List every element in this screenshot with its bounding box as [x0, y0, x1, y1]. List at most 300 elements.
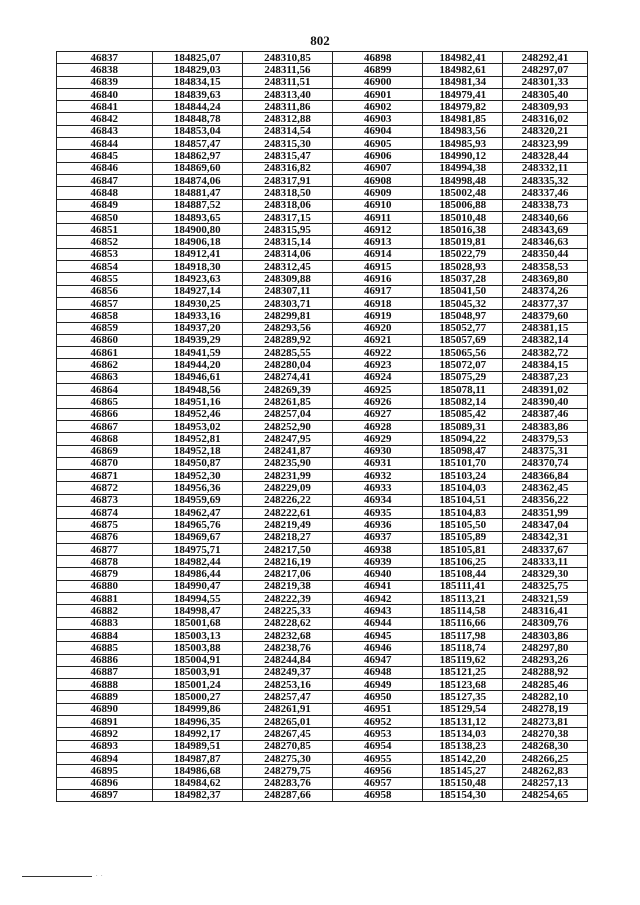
y-coordinate-right-cell: 248387,23 [503, 371, 588, 383]
y-coordinate-right-cell: 248305,40 [503, 88, 588, 100]
x-coordinate-left-cell: 184874,06 [152, 174, 242, 186]
point-number-right-cell: 46949 [333, 679, 423, 691]
table-row [57, 150, 588, 162]
y-coordinate-right-cell: 248381,15 [503, 322, 588, 334]
x-coordinate-right-cell: 185016,38 [423, 224, 503, 236]
point-number-right-cell: 46942 [333, 593, 423, 605]
y-coordinate-right-cell: 248377,37 [503, 297, 588, 309]
y-coordinate-left-cell: 248257,47 [242, 691, 332, 703]
point-number-right-cell: 46920 [333, 322, 423, 334]
point-number-left-cell: 46883 [57, 617, 153, 629]
point-number-right-cell: 46945 [333, 629, 423, 641]
y-coordinate-left-cell: 248307,11 [242, 285, 332, 297]
table-row [57, 138, 588, 150]
y-coordinate-left-cell: 248315,30 [242, 138, 332, 150]
y-coordinate-left-cell: 248283,76 [242, 777, 332, 789]
y-coordinate-left-cell: 248316,82 [242, 162, 332, 174]
y-coordinate-right-cell: 248301,33 [503, 76, 588, 88]
x-coordinate-left-cell: 184869,60 [152, 162, 242, 174]
table-row [57, 617, 588, 629]
y-coordinate-right-cell: 248321,59 [503, 593, 588, 605]
point-number-left-cell: 46877 [57, 543, 153, 555]
x-coordinate-right-cell: 185072,07 [423, 359, 503, 371]
table-row [57, 113, 588, 125]
point-number-left-cell: 46839 [57, 76, 153, 88]
x-coordinate-left-cell: 184862,97 [152, 150, 242, 162]
table-row [57, 543, 588, 555]
coordinate-table [56, 51, 588, 802]
table-row [57, 580, 588, 592]
table-row [57, 297, 588, 309]
y-coordinate-left-cell: 248217,50 [242, 543, 332, 555]
y-coordinate-left-cell: 248315,47 [242, 150, 332, 162]
table-row [57, 777, 588, 789]
y-coordinate-left-cell: 248249,37 [242, 666, 332, 678]
point-number-right-cell: 46932 [333, 470, 423, 482]
point-number-left-cell: 46893 [57, 740, 153, 752]
x-coordinate-right-cell: 185104,03 [423, 482, 503, 494]
point-number-right-cell: 46909 [333, 187, 423, 199]
x-coordinate-left-cell: 184986,44 [152, 568, 242, 580]
y-coordinate-left-cell: 248274,41 [242, 371, 332, 383]
x-coordinate-left-cell: 184844,24 [152, 101, 242, 113]
x-coordinate-left-cell: 184984,62 [152, 777, 242, 789]
y-coordinate-right-cell: 248266,25 [503, 752, 588, 764]
x-coordinate-left-cell: 184948,56 [152, 384, 242, 396]
y-coordinate-left-cell: 248217,06 [242, 568, 332, 580]
y-coordinate-right-cell: 248343,69 [503, 224, 588, 236]
x-coordinate-left-cell: 184987,87 [152, 752, 242, 764]
point-number-left-cell: 46866 [57, 408, 153, 420]
y-coordinate-left-cell: 248247,95 [242, 433, 332, 445]
y-coordinate-right-cell: 248369,80 [503, 273, 588, 285]
y-coordinate-left-cell: 248226,22 [242, 494, 332, 506]
x-coordinate-left-cell: 185000,27 [152, 691, 242, 703]
y-coordinate-left-cell: 248218,27 [242, 531, 332, 543]
x-coordinate-left-cell: 184946,61 [152, 371, 242, 383]
y-coordinate-right-cell: 248254,65 [503, 789, 588, 801]
x-coordinate-right-cell: 185094,22 [423, 433, 503, 445]
point-number-right-cell: 46951 [333, 703, 423, 715]
point-number-left-cell: 46849 [57, 199, 153, 211]
x-coordinate-right-cell: 185123,68 [423, 679, 503, 691]
x-coordinate-left-cell: 185001,68 [152, 617, 242, 629]
y-coordinate-left-cell: 248318,06 [242, 199, 332, 211]
table-row [57, 740, 588, 752]
y-coordinate-left-cell: 248312,88 [242, 113, 332, 125]
point-number-right-cell: 46934 [333, 494, 423, 506]
y-coordinate-right-cell: 248382,14 [503, 334, 588, 346]
x-coordinate-left-cell: 184923,63 [152, 273, 242, 285]
point-number-right-cell: 46904 [333, 125, 423, 137]
x-coordinate-right-cell: 185098,47 [423, 445, 503, 457]
point-number-left-cell: 46865 [57, 396, 153, 408]
y-coordinate-left-cell: 248235,90 [242, 457, 332, 469]
table-row [57, 654, 588, 666]
x-coordinate-right-cell: 185002,48 [423, 187, 503, 199]
y-coordinate-right-cell: 248387,46 [503, 408, 588, 420]
x-coordinate-left-cell: 184937,20 [152, 322, 242, 334]
x-coordinate-left-cell: 184999,86 [152, 703, 242, 715]
x-coordinate-left-cell: 184941,59 [152, 347, 242, 359]
table-row [57, 310, 588, 322]
point-number-right-cell: 46914 [333, 248, 423, 260]
y-coordinate-right-cell: 248358,53 [503, 261, 588, 273]
x-coordinate-right-cell: 185119,62 [423, 654, 503, 666]
y-coordinate-right-cell: 248383,86 [503, 420, 588, 432]
point-number-left-cell: 46870 [57, 457, 153, 469]
table-row [57, 334, 588, 346]
y-coordinate-left-cell: 248287,66 [242, 789, 332, 801]
y-coordinate-right-cell: 248337,67 [503, 543, 588, 555]
y-coordinate-right-cell: 248351,99 [503, 506, 588, 518]
y-coordinate-left-cell: 248317,15 [242, 211, 332, 223]
x-coordinate-right-cell: 185121,25 [423, 666, 503, 678]
x-coordinate-left-cell: 184989,51 [152, 740, 242, 752]
point-number-left-cell: 46840 [57, 88, 153, 100]
page-number: 802 [310, 33, 330, 48]
x-coordinate-right-cell: 185150,48 [423, 777, 503, 789]
x-coordinate-right-cell: 185045,32 [423, 297, 503, 309]
y-coordinate-right-cell: 248379,53 [503, 433, 588, 445]
x-coordinate-left-cell: 184918,30 [152, 261, 242, 273]
x-coordinate-left-cell: 185003,13 [152, 629, 242, 641]
y-coordinate-right-cell: 248323,99 [503, 138, 588, 150]
point-number-right-cell: 46948 [333, 666, 423, 678]
point-number-left-cell: 46872 [57, 482, 153, 494]
table-row [57, 691, 588, 703]
y-coordinate-right-cell: 248347,04 [503, 519, 588, 531]
x-coordinate-left-cell: 184969,67 [152, 531, 242, 543]
point-number-right-cell: 46910 [333, 199, 423, 211]
point-number-right-cell: 46936 [333, 519, 423, 531]
y-coordinate-left-cell: 248229,09 [242, 482, 332, 494]
y-coordinate-right-cell: 248370,74 [503, 457, 588, 469]
point-number-left-cell: 46867 [57, 420, 153, 432]
x-coordinate-right-cell: 185105,89 [423, 531, 503, 543]
point-number-left-cell: 46852 [57, 236, 153, 248]
point-number-left-cell: 46879 [57, 568, 153, 580]
x-coordinate-right-cell: 185078,11 [423, 384, 503, 396]
point-number-left-cell: 46873 [57, 494, 153, 506]
x-coordinate-right-cell: 185101,70 [423, 457, 503, 469]
x-coordinate-left-cell: 184962,47 [152, 506, 242, 518]
y-coordinate-right-cell: 248282,10 [503, 691, 588, 703]
point-number-left-cell: 46886 [57, 654, 153, 666]
point-number-right-cell: 46908 [333, 174, 423, 186]
y-coordinate-right-cell: 248391,02 [503, 384, 588, 396]
x-coordinate-right-cell: 185104,83 [423, 506, 503, 518]
table-row [57, 359, 588, 371]
y-coordinate-right-cell: 248338,73 [503, 199, 588, 211]
x-coordinate-left-cell: 184951,16 [152, 396, 242, 408]
x-coordinate-right-cell: 185105,50 [423, 519, 503, 531]
point-number-left-cell: 46863 [57, 371, 153, 383]
point-number-right-cell: 46905 [333, 138, 423, 150]
table-row [57, 125, 588, 137]
x-coordinate-right-cell: 184979,41 [423, 88, 503, 100]
y-coordinate-left-cell: 248312,45 [242, 261, 332, 273]
table-row [57, 642, 588, 654]
x-coordinate-left-cell: 184952,46 [152, 408, 242, 420]
point-number-left-cell: 46882 [57, 605, 153, 617]
y-coordinate-left-cell: 248228,62 [242, 617, 332, 629]
x-coordinate-left-cell: 184982,44 [152, 556, 242, 568]
y-coordinate-right-cell: 248328,44 [503, 150, 588, 162]
y-coordinate-right-cell: 248303,86 [503, 629, 588, 641]
table-row [57, 445, 588, 457]
x-coordinate-right-cell: 185057,69 [423, 334, 503, 346]
x-coordinate-right-cell: 185118,74 [423, 642, 503, 654]
table-row [57, 765, 588, 777]
y-coordinate-left-cell: 248270,85 [242, 740, 332, 752]
table-row [57, 199, 588, 211]
point-number-left-cell: 46853 [57, 248, 153, 260]
point-number-right-cell: 46940 [333, 568, 423, 580]
x-coordinate-right-cell: 185019,81 [423, 236, 503, 248]
y-coordinate-right-cell: 248382,72 [503, 347, 588, 359]
table-row [57, 752, 588, 764]
y-coordinate-right-cell: 248309,93 [503, 101, 588, 113]
x-coordinate-left-cell: 184834,15 [152, 76, 242, 88]
y-coordinate-left-cell: 248311,51 [242, 76, 332, 88]
point-number-left-cell: 46843 [57, 125, 153, 137]
table-row [57, 285, 588, 297]
x-coordinate-right-cell: 185041,50 [423, 285, 503, 297]
point-number-right-cell: 46898 [333, 52, 423, 64]
point-number-left-cell: 46860 [57, 334, 153, 346]
x-coordinate-right-cell: 185117,98 [423, 629, 503, 641]
point-number-left-cell: 46862 [57, 359, 153, 371]
y-coordinate-right-cell: 248325,75 [503, 580, 588, 592]
x-coordinate-left-cell: 184952,81 [152, 433, 242, 445]
y-coordinate-right-cell: 248270,38 [503, 728, 588, 740]
point-number-left-cell: 46848 [57, 187, 153, 199]
table-row [57, 174, 588, 186]
table-row [57, 703, 588, 715]
point-number-left-cell: 46837 [57, 52, 153, 64]
x-coordinate-left-cell: 184906,18 [152, 236, 242, 248]
y-coordinate-right-cell: 248333,11 [503, 556, 588, 568]
x-coordinate-right-cell: 185131,12 [423, 716, 503, 728]
point-number-left-cell: 46885 [57, 642, 153, 654]
point-number-left-cell: 46859 [57, 322, 153, 334]
point-number-left-cell: 46858 [57, 310, 153, 322]
y-coordinate-right-cell: 248335,32 [503, 174, 588, 186]
point-number-right-cell: 46927 [333, 408, 423, 420]
point-number-right-cell: 46919 [333, 310, 423, 322]
y-coordinate-left-cell: 248289,92 [242, 334, 332, 346]
table-row [57, 248, 588, 260]
point-number-right-cell: 46931 [333, 457, 423, 469]
y-coordinate-right-cell: 248362,45 [503, 482, 588, 494]
x-coordinate-right-cell: 185116,66 [423, 617, 503, 629]
y-coordinate-left-cell: 248261,85 [242, 396, 332, 408]
y-coordinate-left-cell: 248310,85 [242, 52, 332, 64]
x-coordinate-right-cell: 184982,61 [423, 64, 503, 76]
point-number-right-cell: 46899 [333, 64, 423, 76]
point-number-left-cell: 46887 [57, 666, 153, 678]
y-coordinate-left-cell: 248279,75 [242, 765, 332, 777]
table-row [57, 728, 588, 740]
point-number-right-cell: 46954 [333, 740, 423, 752]
coordinate-table-body [57, 52, 588, 802]
x-coordinate-left-cell: 184956,36 [152, 482, 242, 494]
x-coordinate-right-cell: 185154,30 [423, 789, 503, 801]
point-number-left-cell: 46850 [57, 211, 153, 223]
y-coordinate-left-cell: 248265,01 [242, 716, 332, 728]
point-number-left-cell: 46878 [57, 556, 153, 568]
x-coordinate-left-cell: 184839,63 [152, 88, 242, 100]
point-number-left-cell: 46891 [57, 716, 153, 728]
point-number-left-cell: 46861 [57, 347, 153, 359]
point-number-right-cell: 46907 [333, 162, 423, 174]
point-number-left-cell: 46851 [57, 224, 153, 236]
x-coordinate-left-cell: 184900,80 [152, 224, 242, 236]
x-coordinate-left-cell: 184857,47 [152, 138, 242, 150]
y-coordinate-right-cell: 248346,63 [503, 236, 588, 248]
y-coordinate-left-cell: 248222,61 [242, 506, 332, 518]
point-number-left-cell: 46890 [57, 703, 153, 715]
x-coordinate-right-cell: 185082,14 [423, 396, 503, 408]
y-coordinate-left-cell: 248293,56 [242, 322, 332, 334]
table-row [57, 384, 588, 396]
x-coordinate-left-cell: 184853,04 [152, 125, 242, 137]
x-coordinate-right-cell: 184994,38 [423, 162, 503, 174]
table-row [57, 76, 588, 88]
point-number-left-cell: 46846 [57, 162, 153, 174]
point-number-left-cell: 46845 [57, 150, 153, 162]
table-row [57, 716, 588, 728]
y-coordinate-left-cell: 248231,99 [242, 470, 332, 482]
table-row [57, 224, 588, 236]
y-coordinate-right-cell: 248309,76 [503, 617, 588, 629]
x-coordinate-left-cell: 185001,24 [152, 679, 242, 691]
y-coordinate-left-cell: 248257,04 [242, 408, 332, 420]
point-number-right-cell: 46938 [333, 543, 423, 555]
x-coordinate-right-cell: 185006,88 [423, 199, 503, 211]
x-coordinate-left-cell: 184990,47 [152, 580, 242, 592]
y-coordinate-right-cell: 248340,66 [503, 211, 588, 223]
x-coordinate-left-cell: 184952,18 [152, 445, 242, 457]
point-number-left-cell: 46844 [57, 138, 153, 150]
point-number-left-cell: 46841 [57, 101, 153, 113]
y-coordinate-left-cell: 248244,84 [242, 654, 332, 666]
y-coordinate-right-cell: 248350,44 [503, 248, 588, 260]
x-coordinate-right-cell: 185010,48 [423, 211, 503, 223]
x-coordinate-left-cell: 184953,02 [152, 420, 242, 432]
x-coordinate-left-cell: 184893,65 [152, 211, 242, 223]
point-number-left-cell: 46842 [57, 113, 153, 125]
point-number-right-cell: 46916 [333, 273, 423, 285]
table-row [57, 789, 588, 801]
table-row [57, 211, 588, 223]
x-coordinate-left-cell: 184933,16 [152, 310, 242, 322]
y-coordinate-left-cell: 248222,39 [242, 593, 332, 605]
x-coordinate-right-cell: 185127,35 [423, 691, 503, 703]
y-coordinate-left-cell: 248317,91 [242, 174, 332, 186]
point-number-right-cell: 46918 [333, 297, 423, 309]
table-row [57, 494, 588, 506]
point-number-right-cell: 46956 [333, 765, 423, 777]
point-number-left-cell: 46876 [57, 531, 153, 543]
y-coordinate-right-cell: 248332,11 [503, 162, 588, 174]
x-coordinate-left-cell: 184829,03 [152, 64, 242, 76]
table-row [57, 457, 588, 469]
y-coordinate-left-cell: 248299,81 [242, 310, 332, 322]
footnote-rule [22, 876, 92, 877]
x-coordinate-left-cell: 184887,52 [152, 199, 242, 211]
table-row [57, 261, 588, 273]
x-coordinate-right-cell: 184985,93 [423, 138, 503, 150]
point-number-right-cell: 46903 [333, 113, 423, 125]
y-coordinate-right-cell: 248297,07 [503, 64, 588, 76]
point-number-left-cell: 46855 [57, 273, 153, 285]
x-coordinate-right-cell: 185129,54 [423, 703, 503, 715]
y-coordinate-right-cell: 248337,46 [503, 187, 588, 199]
x-coordinate-left-cell: 184998,47 [152, 605, 242, 617]
x-coordinate-right-cell: 184982,41 [423, 52, 503, 64]
table-row [57, 408, 588, 420]
x-coordinate-right-cell: 185105,81 [423, 543, 503, 555]
point-number-right-cell: 46925 [333, 384, 423, 396]
point-number-right-cell: 46946 [333, 642, 423, 654]
y-coordinate-left-cell: 248275,30 [242, 752, 332, 764]
table-row [57, 64, 588, 76]
x-coordinate-left-cell: 184930,25 [152, 297, 242, 309]
table-row [57, 519, 588, 531]
table-row [57, 52, 588, 64]
point-number-right-cell: 46935 [333, 506, 423, 518]
footnote-mark: . . [96, 872, 104, 878]
x-coordinate-left-cell: 184848,78 [152, 113, 242, 125]
x-coordinate-left-cell: 184959,69 [152, 494, 242, 506]
x-coordinate-left-cell: 184927,14 [152, 285, 242, 297]
x-coordinate-right-cell: 185048,97 [423, 310, 503, 322]
y-coordinate-left-cell: 248309,88 [242, 273, 332, 285]
point-number-left-cell: 46895 [57, 765, 153, 777]
point-number-left-cell: 46875 [57, 519, 153, 531]
y-coordinate-right-cell: 248374,26 [503, 285, 588, 297]
y-coordinate-left-cell: 248285,55 [242, 347, 332, 359]
point-number-right-cell: 46921 [333, 334, 423, 346]
table-row [57, 396, 588, 408]
y-coordinate-right-cell: 248342,31 [503, 531, 588, 543]
point-number-right-cell: 46926 [333, 396, 423, 408]
point-number-left-cell: 46857 [57, 297, 153, 309]
x-coordinate-right-cell: 185104,51 [423, 494, 503, 506]
point-number-right-cell: 46929 [333, 433, 423, 445]
point-number-left-cell: 46894 [57, 752, 153, 764]
y-coordinate-left-cell: 248261,91 [242, 703, 332, 715]
y-coordinate-right-cell: 248375,31 [503, 445, 588, 457]
y-coordinate-left-cell: 248311,56 [242, 64, 332, 76]
point-number-right-cell: 46902 [333, 101, 423, 113]
point-number-right-cell: 46952 [333, 716, 423, 728]
y-coordinate-left-cell: 248314,06 [242, 248, 332, 260]
point-number-right-cell: 46943 [333, 605, 423, 617]
x-coordinate-left-cell: 184939,29 [152, 334, 242, 346]
y-coordinate-right-cell: 248292,41 [503, 52, 588, 64]
point-number-left-cell: 46884 [57, 629, 153, 641]
y-coordinate-right-cell: 248257,13 [503, 777, 588, 789]
y-coordinate-left-cell: 248315,95 [242, 224, 332, 236]
point-number-right-cell: 46913 [333, 236, 423, 248]
x-coordinate-left-cell: 184881,47 [152, 187, 242, 199]
point-number-right-cell: 46917 [333, 285, 423, 297]
y-coordinate-right-cell: 248320,21 [503, 125, 588, 137]
x-coordinate-right-cell: 184981,34 [423, 76, 503, 88]
